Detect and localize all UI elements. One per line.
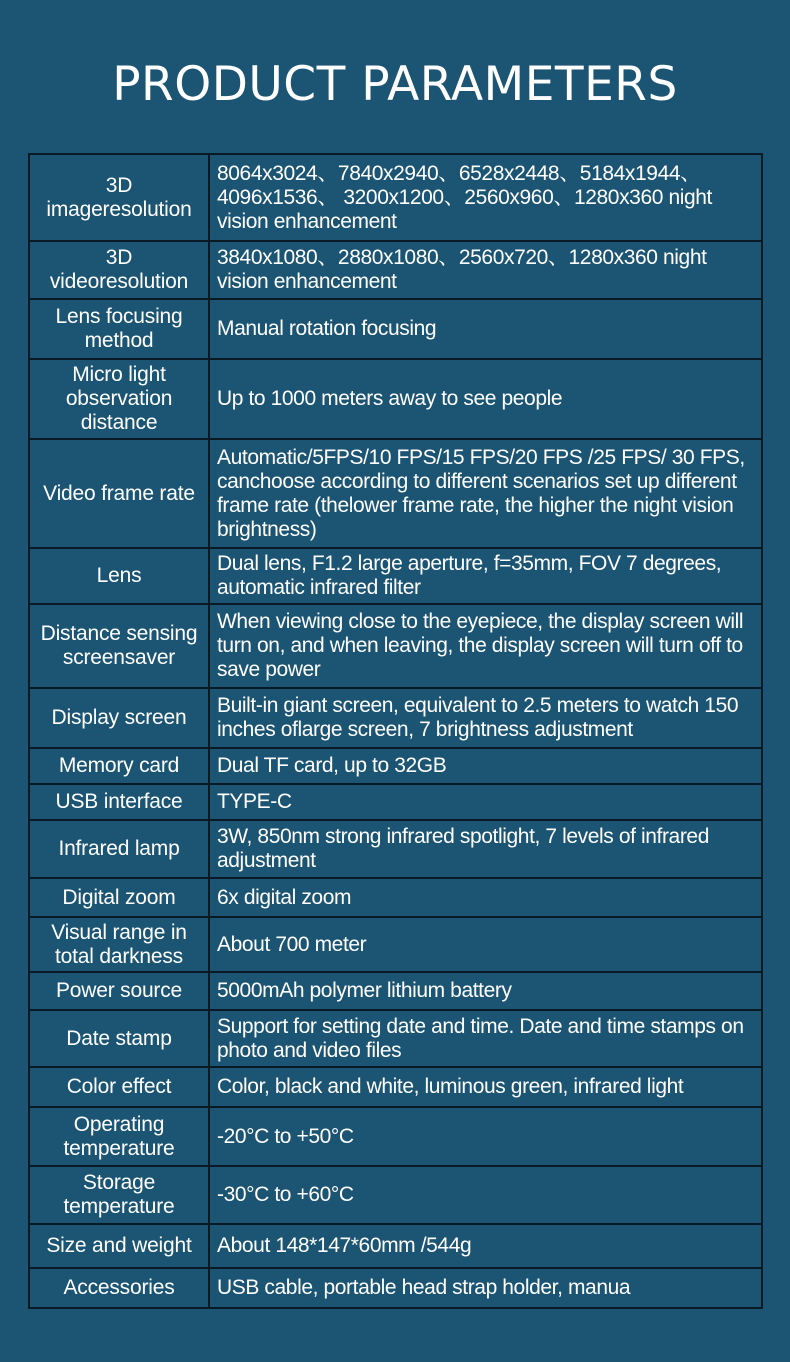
table-row	[29, 972, 762, 1010]
table-row	[29, 154, 762, 241]
param-value-lens-focusing-method: Manual rotation focusing	[209, 299, 762, 359]
param-value-power-source: 5000mAh polymer lithium battery	[209, 972, 762, 1010]
table-row	[29, 604, 762, 688]
param-label-date-stamp: Date stamp	[29, 1010, 209, 1067]
page-title: PRODUCT PARAMETERS	[112, 57, 678, 112]
param-label-color-effect: Color effect	[29, 1067, 209, 1107]
param-value-size-and-weight: About 148*147*60mm /544g	[209, 1224, 762, 1268]
param-value-video-frame-rate: Automatic/5FPS/10 FPS/15 FPS/20 FPS /25 FPS/ 30 FPS, canchoose according to different scenarios set up different frame rate (thelower frame rate, the higher the night vision brightness)	[209, 439, 762, 548]
param-label-lens: Lens	[29, 548, 209, 604]
param-label-3d-image-resolution: 3D imageresolution	[29, 154, 209, 241]
param-label-distance-sensing-screensaver: Distance sensing screensaver	[29, 604, 209, 688]
param-label-digital-zoom: Digital zoom	[29, 878, 209, 917]
param-value-display-screen: Built-in giant screen, equivalent to 2.5 meters to watch 150 inches oflarge screen, 7 brightness adjustment	[209, 688, 762, 748]
table-row	[29, 1010, 762, 1067]
param-value-3d-image-resolution: 8064x3024、7840x2940、6528x2448、5184x1944、4096x1536、 3200x1200、2560x960、1280x360 night vision enhancement	[209, 154, 762, 241]
param-value-accessories: USB cable, portable head strap holder, manua	[209, 1268, 762, 1308]
table-row	[29, 917, 762, 972]
param-value-memory-card: Dual TF card, up to 32GB	[209, 748, 762, 784]
table-row	[29, 1107, 762, 1166]
table-row	[29, 1268, 762, 1308]
param-label-visual-range: Visual range in total darkness	[29, 917, 209, 972]
table-row	[29, 748, 762, 784]
param-label-size-and-weight: Size and weight	[29, 1224, 209, 1268]
param-value-3d-video-resolution: 3840x1080、2880x1080、2560x720、1280x360 night vision enhancement	[209, 241, 762, 299]
param-value-storage-temperature: -30°C to +60°C	[209, 1166, 762, 1224]
table-row	[29, 439, 762, 548]
table-row	[29, 820, 762, 878]
param-label-accessories: Accessories	[29, 1268, 209, 1308]
table-row	[29, 1224, 762, 1268]
param-label-video-frame-rate: Video frame rate	[29, 439, 209, 548]
table-row	[29, 299, 762, 359]
table-row	[29, 1067, 762, 1107]
param-label-micro-light-distance: Micro light observation distance	[29, 359, 209, 439]
param-label-display-screen: Display screen	[29, 688, 209, 748]
param-value-distance-sensing-screensaver: When viewing close to the eyepiece, the display screen will turn on, and when leaving, the display screen will turn off to save power	[209, 604, 762, 688]
param-value-digital-zoom: 6x digital zoom	[209, 878, 762, 917]
param-label-power-source: Power source	[29, 972, 209, 1010]
param-value-infrared-lamp: 3W, 850nm strong infrared spotlight, 7 levels of infrared adjustment	[209, 820, 762, 878]
table-row	[29, 548, 762, 604]
param-label-usb-interface: USB interface	[29, 784, 209, 820]
param-label-memory-card: Memory card	[29, 748, 209, 784]
param-label-storage-temperature: Storage temperature	[29, 1166, 209, 1224]
param-value-micro-light-distance: Up to 1000 meters away to see people	[209, 359, 762, 439]
table-row	[29, 784, 762, 820]
table-row	[29, 1166, 762, 1224]
table-row	[29, 688, 762, 748]
param-label-infrared-lamp: Infrared lamp	[29, 820, 209, 878]
param-value-operating-temperature: -20°C to +50°C	[209, 1107, 762, 1166]
table-row	[29, 878, 762, 917]
param-label-operating-temperature: Operating temperature	[29, 1107, 209, 1166]
table-row	[29, 359, 762, 439]
parameters-table	[28, 153, 763, 1309]
param-value-usb-interface: TYPE-C	[209, 784, 762, 820]
param-value-lens: Dual lens, F1.2 large aperture, f=35mm, FOV 7 degrees, automatic infrared filter	[209, 548, 762, 604]
table-row	[29, 241, 762, 299]
param-value-color-effect: Color, black and white, luminous green, infrared light	[209, 1067, 762, 1107]
param-value-visual-range: About 700 meter	[209, 917, 762, 972]
param-label-3d-video-resolution: 3D videoresolution	[29, 241, 209, 299]
param-value-date-stamp: Support for setting date and time. Date and time stamps on photo and video files	[209, 1010, 762, 1067]
param-label-lens-focusing-method: Lens focusing method	[29, 299, 209, 359]
